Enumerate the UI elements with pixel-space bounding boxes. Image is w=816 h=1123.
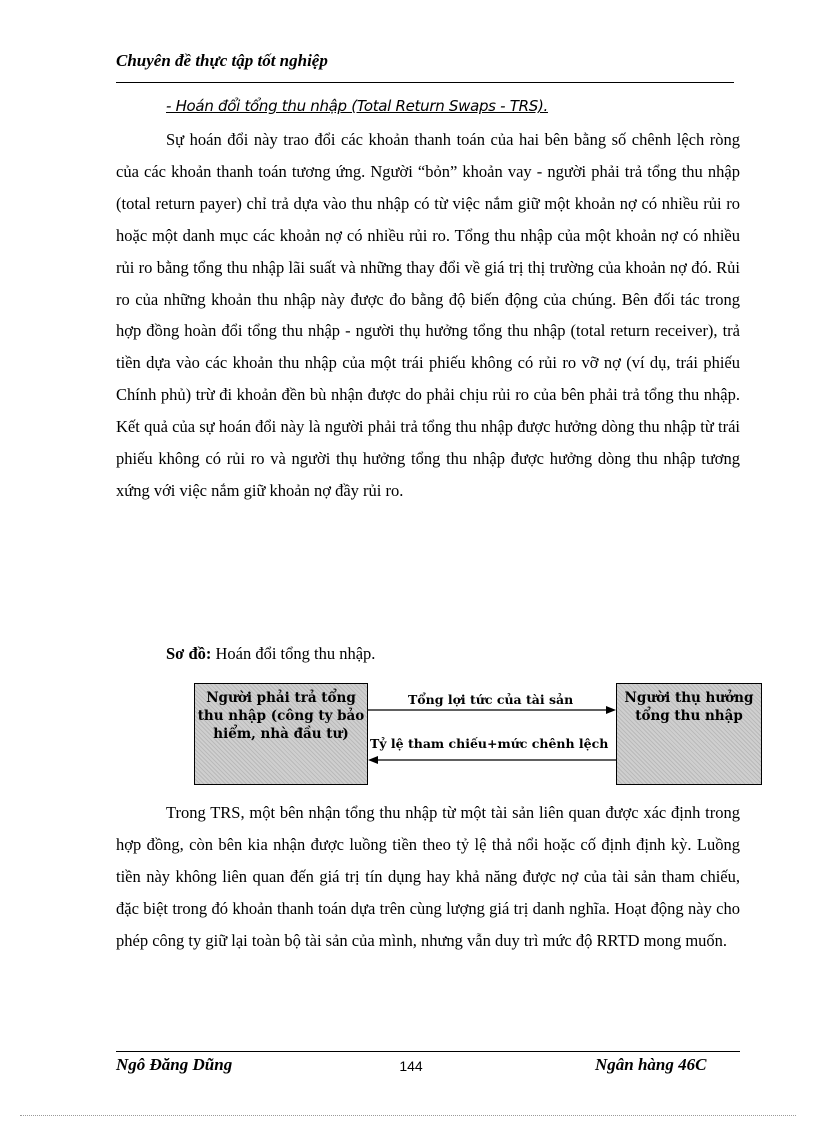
diagram-box-receiver: Người thụ hưởng tổng thu nhập bbox=[616, 683, 762, 785]
footer-class-name: Ngân hàng 46C bbox=[595, 1055, 707, 1074]
footer-page-number: 144 bbox=[399, 1058, 423, 1074]
page-header-title: Chuyên đề thực tập tốt nghiệp bbox=[116, 51, 328, 70]
paragraph-intro: Sự hoán đổi này trao đổi các khoản thanh toán của hai bên bằng số chênh lệch ròng của các khoản thanh toán tương ứng. Người “bỏn” khoản vay - người phải trả tổng thu nhập (total return payer) chỉ trả dựa vào thu nhập có từ việc nắm giữ một khoản nợ có nhiều rủi ro hoặc một danh mục các khoản nợ có nhiều rủi ro. Tổng thu nhập của một khoản nợ có nhiều rủi ro bằng tổng thu nhập lãi suất và những thay đổi về giá trị thị trường của khoản nợ đó. Rủi ro của những khoản thu nhập này được đo bằng độ biến động của chúng. Bên đối tác trong hợp đồng hoàn đổi tổng thu nhập - người thụ hưởng tổng thu nhập (total return receiver), trả tiền dựa vào các khoản thu nhập của một trái phiếu không có rủi ro vỡ nợ (ví dụ, trái phiếu Chính phủ) trừ đi khoản đền bù nhận được do phải chịu rủi ro của bên phải trả tổng thu nhập. Kết quả của sự hoán đổi này là người phải trả tổng thu nhập được hưởng dòng thu nhập từ trái phiếu không có rủi ro và người thụ hưởng tổng thu nhập được hưởng dòng thu nhập tương xứng với việc nắm giữ khoản nợ đầy rủi ro. bbox=[116, 130, 740, 500]
arrow-left-reference-rate bbox=[368, 756, 616, 764]
diagram-box-payer: Người phải trả tổng thu nhập (công ty bảo hiểm, nhà đầu tư) bbox=[194, 683, 368, 785]
diagram-caption-label: Sơ đồ: bbox=[166, 644, 212, 663]
footer-author: Ngô Đăng Dũng bbox=[116, 1055, 233, 1074]
arrow-label-reference-rate: Tỷ lệ tham chiếu+mức chênh lệch bbox=[370, 736, 609, 751]
footer-rule bbox=[116, 1051, 740, 1052]
arrow-label-total-return: Tổng lợi tức của tài sản bbox=[408, 692, 574, 707]
arrow-right-total-return bbox=[368, 706, 616, 714]
section-heading: - Hoán đổi tổng thu nhập (Total Return Swaps - TRS). bbox=[166, 97, 548, 115]
paragraph-trs: Trong TRS, một bên nhận tổng thu nhập từ một tài sản liên quan được xác định trong hợp đồng, còn bên kia nhận được luồng tiền theo tỷ lệ thả nổi hoặc cố định định kỳ. Luồng tiền này không liên quan đến giá trị tín dụng hay khả năng được nợ của tài sản tham chiếu, đặc biệt trong đó khoản thanh toán dựa trên cùng lượng giá trị danh nghĩa. Hoạt động này cho phép công ty giữ lại toàn bộ tài sản của mình, nhưng vẫn duy trì mức độ RRTD mong muốn. bbox=[116, 803, 740, 950]
page-edge-divider bbox=[20, 1115, 796, 1116]
diagram-caption-text: Hoán đổi tổng thu nhập. bbox=[211, 644, 376, 663]
